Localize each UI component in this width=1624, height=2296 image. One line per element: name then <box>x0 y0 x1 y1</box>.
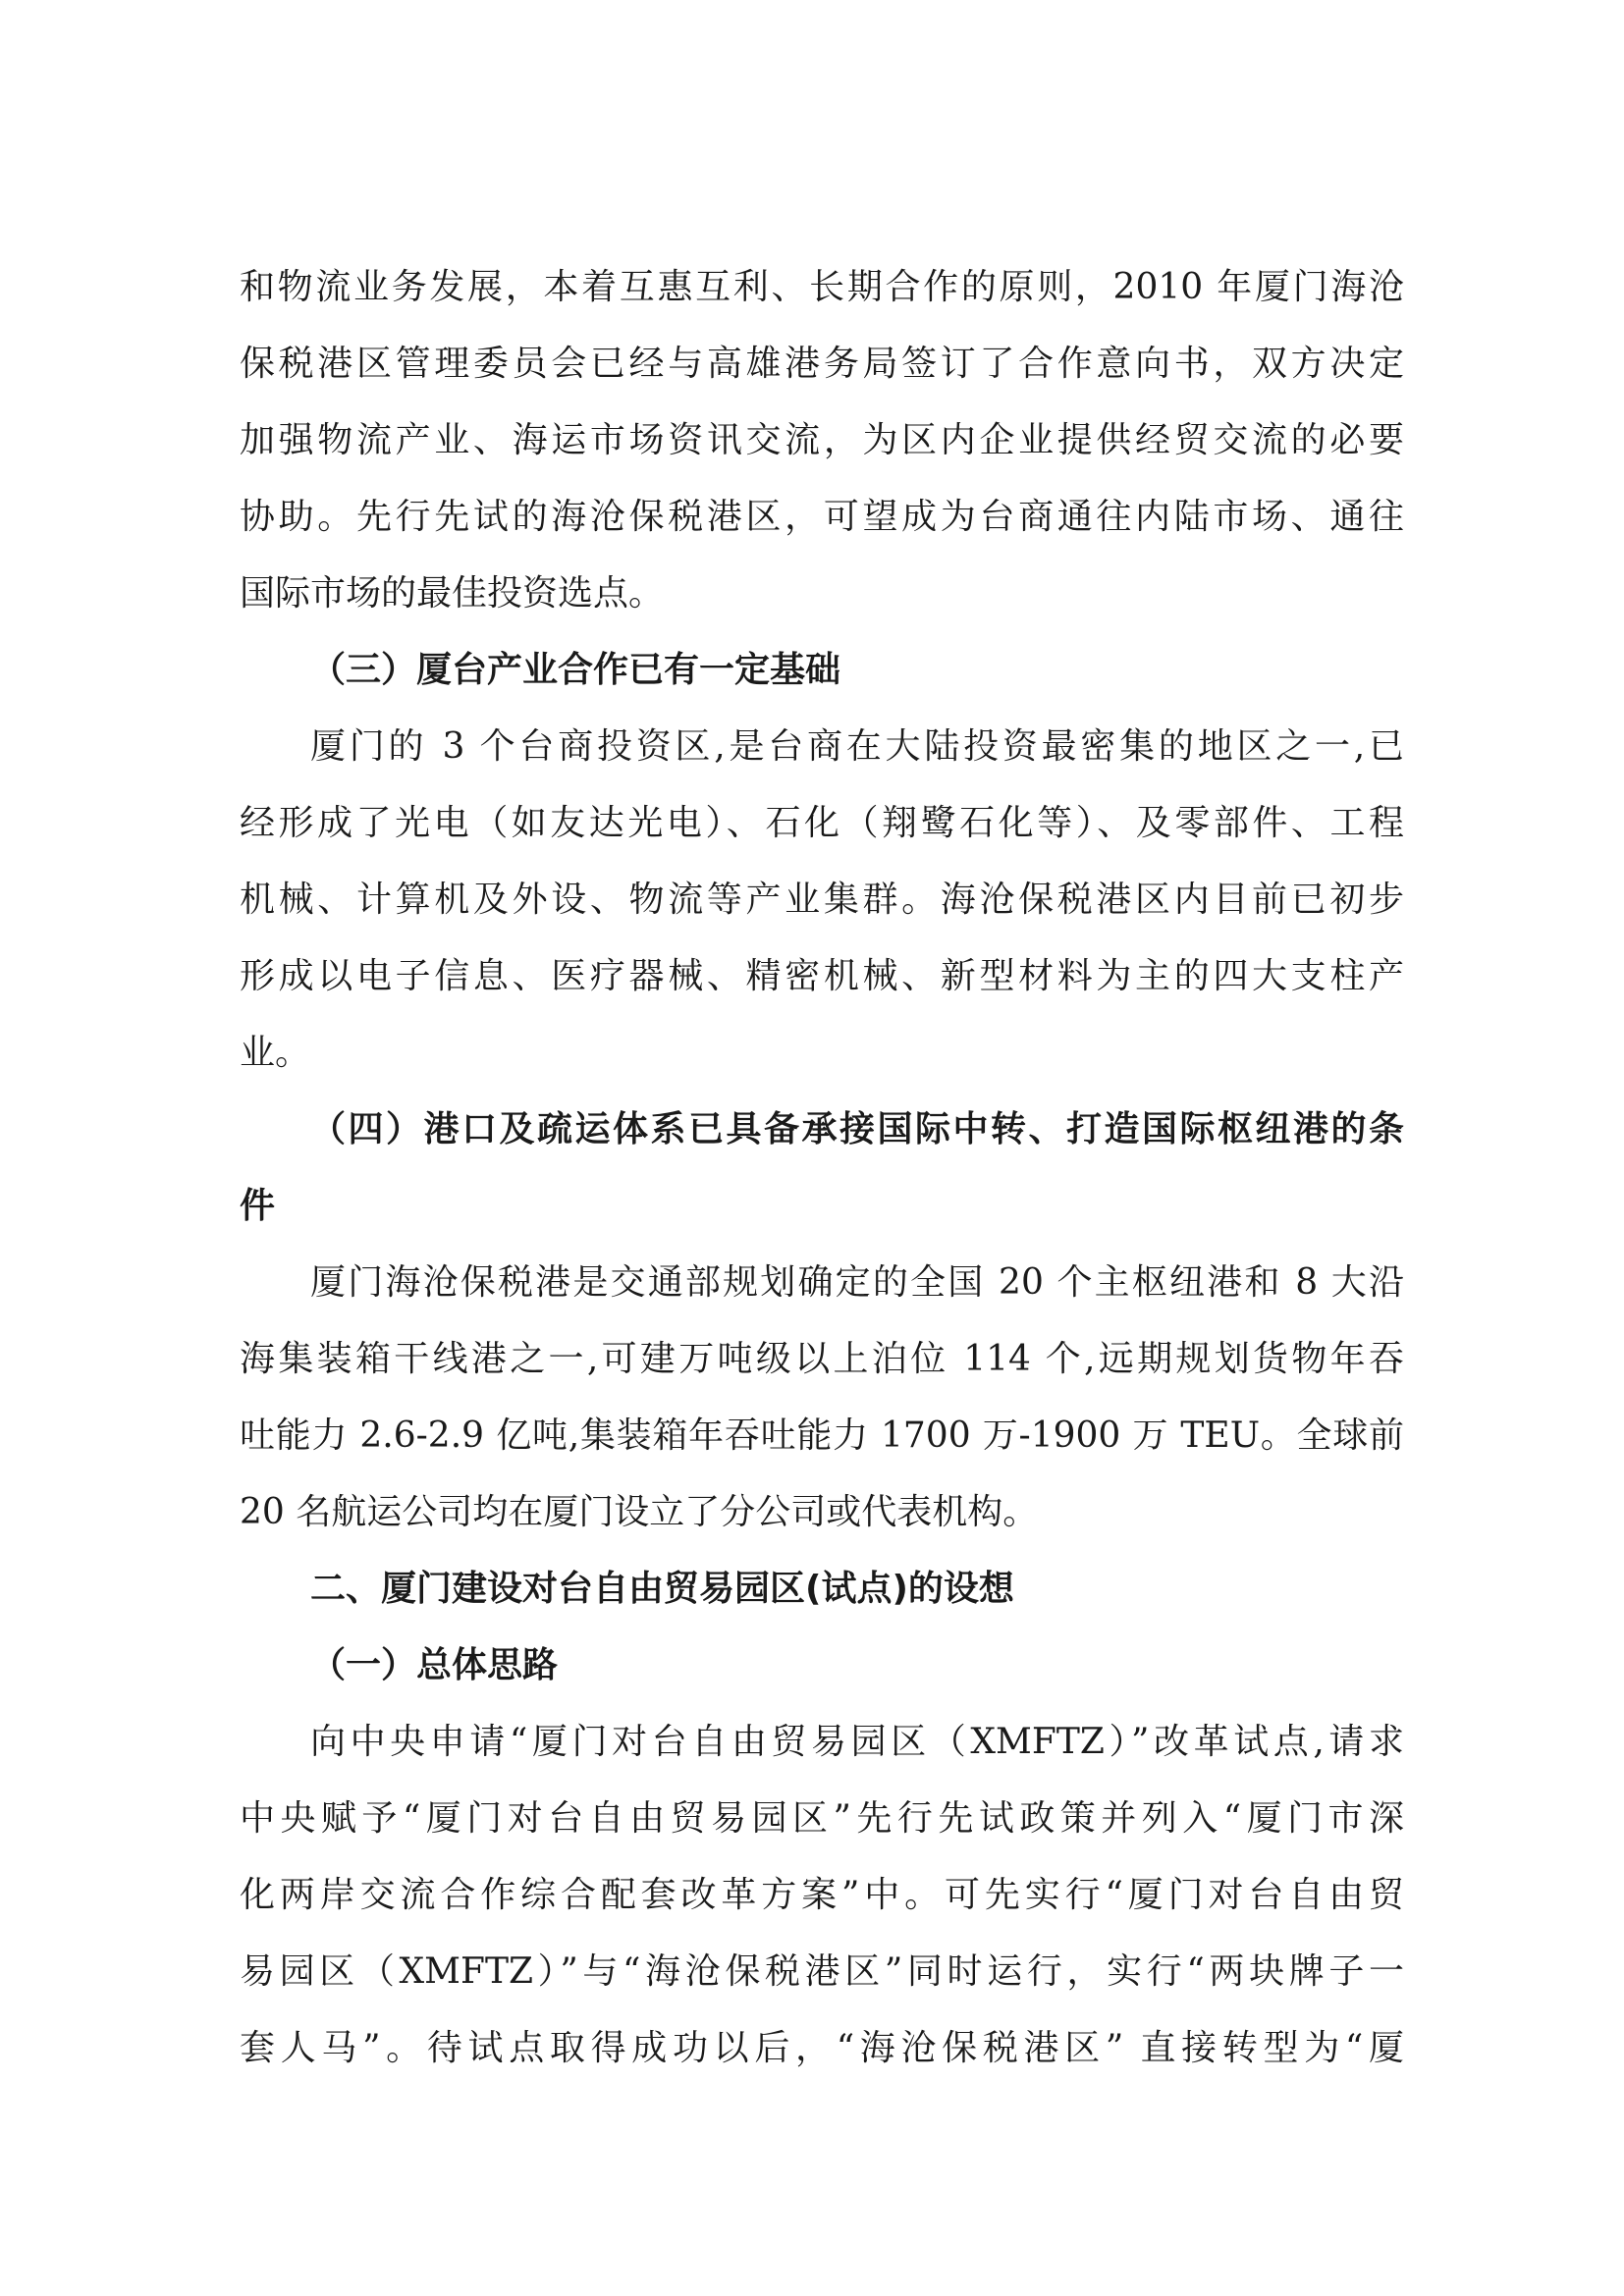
text-line: 套人马”。待试点取得成功以后，“海沧保税港区” 直接转型为“厦 <box>240 2028 1404 2068</box>
text-line: 和物流业务发展，本着互惠互利、长期合作的原则，2010 年厦门海沧 <box>240 267 1404 307</box>
text-line: 厦门海沧保税港是交通部规划确定的全国 20 个主枢纽港和 8 大沿 <box>310 1262 1404 1303</box>
text-line: 厦门的 3 个台商投资区,是台商在大陆投资最密集的地区之一,已 <box>310 726 1404 767</box>
text-line: （一）总体思路 <box>310 1645 559 1685</box>
text-line: （四）港口及疏运体系已具备承接国际中转、打造国际枢纽港的条 <box>310 1109 1404 1149</box>
text-line: 向中央申请“厦门对台自由贸易园区（XMFTZ）”改革试点,请求 <box>310 1722 1404 1762</box>
text-line: 易园区（XMFTZ）”与“海沧保税港区”同时运行，实行“两块牌子一 <box>240 1951 1404 1992</box>
text-line: 业。 <box>240 1033 311 1073</box>
text-line: 化两岸交流合作综合配套改革方案”中。可先实行“厦门对台自由贸 <box>240 1875 1404 1915</box>
text-line: 二、厦门建设对台自由贸易园区(试点)的设想 <box>310 1569 1014 1609</box>
text-line: 海集装箱干线港之一,可建万吨级以上泊位 114 个,远期规划货物年吞 <box>240 1339 1404 1379</box>
text-line: 加强物流产业、海运市场资讯交流，为区内企业提供经贸交流的必要 <box>240 420 1404 460</box>
text-line: 协助。先行先试的海沧保税港区，可望成为台商通往内陆市场、通往 <box>240 497 1404 537</box>
text-line: 件 <box>240 1186 276 1226</box>
text-line: 中央赋予“厦门对台自由贸易园区”先行先试政策并列入“厦门市深 <box>240 1798 1404 1839</box>
text-line: 形成以电子信息、医疗器械、精密机械、新型材料为主的四大支柱产 <box>240 956 1404 996</box>
text-line: 20 名航运公司均在厦门设立了分公司或代表机构。 <box>240 1492 1039 1532</box>
document-body <box>240 249 1404 2087</box>
text-line: （三）厦台产业合作已有一定基础 <box>310 650 841 690</box>
text-line: 吐能力 2.6-2.9 亿吨,集装箱年吞吐能力 1700 万-1900 万 TEU。全球前 <box>240 1415 1404 1456</box>
text-line: 经形成了光电（如友达光电）、石化（翔鹭石化等）、及零部件、工程 <box>240 803 1404 843</box>
text-line: 国际市场的最佳投资选点。 <box>240 573 665 614</box>
text-line: 机械、计算机及外设、物流等产业集群。海沧保税港区内目前已初步 <box>240 880 1404 920</box>
text-line: 保税港区管理委员会已经与高雄港务局签订了合作意向书，双方决定 <box>240 344 1404 384</box>
